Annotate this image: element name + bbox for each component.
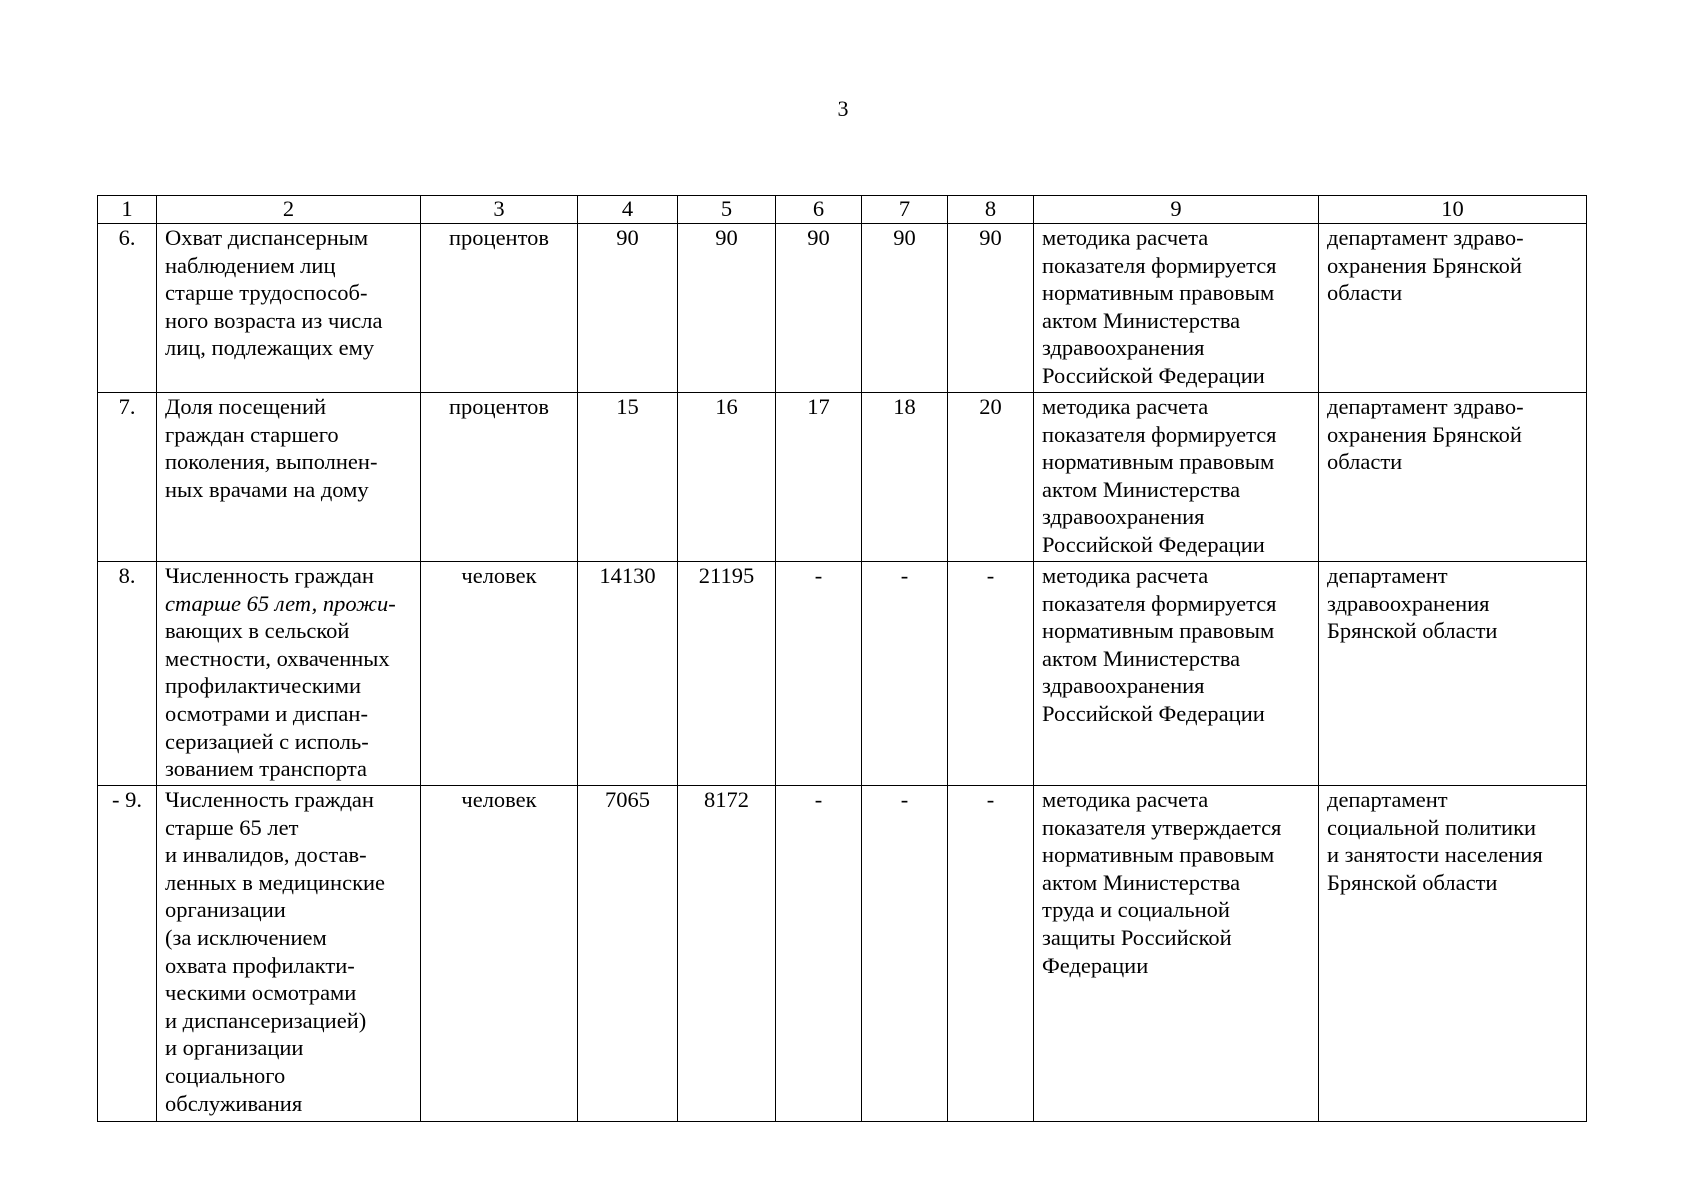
value-col-5: 90 xyxy=(678,224,776,393)
calculation-method: методика расчета показателя утверждается нормативным правовым актом Министерства труда и социальной защиты Российской Федерации xyxy=(1034,786,1319,1122)
table-row xyxy=(98,393,1587,562)
table-row xyxy=(98,224,1587,393)
column-number: 7 xyxy=(862,196,948,224)
column-number: 4 xyxy=(578,196,678,224)
value-col-7: - xyxy=(862,786,948,1122)
calculation-method: методика расчета показателя формируется нормативным правовым актом Министерства здравоохранения Российской Федерации xyxy=(1034,562,1319,786)
value-col-8: 20 xyxy=(948,393,1034,562)
indicator-name xyxy=(157,562,421,786)
indicators-table xyxy=(97,195,1587,1122)
calculation-method: методика расчета показателя формируется нормативным правовым актом Министерства здравоохранения Российской Федерации xyxy=(1034,393,1319,562)
column-number: 8 xyxy=(948,196,1034,224)
value-col-7: 18 xyxy=(862,393,948,562)
column-number-row xyxy=(98,196,1587,224)
value-col-4: 7065 xyxy=(578,786,678,1122)
unit: человек xyxy=(421,786,578,1122)
column-number: 9 xyxy=(1034,196,1319,224)
value-col-5: 16 xyxy=(678,393,776,562)
indicator-name: Охват диспансерным наблюдением лиц старше трудоспособ- ного возраста из числа лиц, подлежащих ему xyxy=(157,224,421,393)
indicator-name: Доля посещений граждан старшего поколения, выполнен- ных врачами на дому xyxy=(157,393,421,562)
value-col-6: - xyxy=(776,786,862,1122)
responsible-body: департамент социальной политики и занятости населения Брянской области xyxy=(1319,786,1587,1122)
value-col-4: 90 xyxy=(578,224,678,393)
value-col-8: - xyxy=(948,562,1034,786)
unit: человек xyxy=(421,562,578,786)
responsible-body: департамент здравоохранения Брянской области xyxy=(1319,562,1587,786)
indicator-name-part: Численность граждан xyxy=(165,563,374,588)
calculation-method: методика расчета показателя формируется нормативным правовым актом Министерства здравоохранения Российской Федерации xyxy=(1034,224,1319,393)
page-number: 3 xyxy=(837,96,849,121)
table-row xyxy=(98,562,1587,786)
responsible-body: департамент здраво- охранения Брянской области xyxy=(1319,224,1587,393)
value-col-6: 90 xyxy=(776,224,862,393)
row-number: - 9. xyxy=(98,786,157,1122)
column-number: 1 xyxy=(98,196,157,224)
column-number: 2 xyxy=(157,196,421,224)
column-number: 3 xyxy=(421,196,578,224)
indicator-name-part: вающих в сельской местности, охваченных профилактическими осмотрами и диспан- серизацией с исполь- зованием транспорта xyxy=(165,618,390,782)
unit: процентов xyxy=(421,393,578,562)
indicator-name-italic: старше 65 лет, прожи- xyxy=(165,590,396,616)
value-col-5: 8172 xyxy=(678,786,776,1122)
column-number: 6 xyxy=(776,196,862,224)
indicator-name: Численность граждан старше 65 лет и инвалидов, достав- ленных в медицинские организации (за исключением охвата профилакти- ческими осмотрами и диспансеризацией) и организации социального обслуживания xyxy=(157,786,421,1122)
value-col-5: 21195 xyxy=(678,562,776,786)
value-col-4: 15 xyxy=(578,393,678,562)
row-number: 6. xyxy=(98,224,157,393)
table-row xyxy=(98,786,1587,1122)
column-number: 5 xyxy=(678,196,776,224)
value-col-8: 90 xyxy=(948,224,1034,393)
row-number: 7. xyxy=(98,393,157,562)
unit: процентов xyxy=(421,224,578,393)
value-col-6: 17 xyxy=(776,393,862,562)
column-number: 10 xyxy=(1319,196,1587,224)
value-col-7: 90 xyxy=(862,224,948,393)
value-col-4: 14130 xyxy=(578,562,678,786)
value-col-7: - xyxy=(862,562,948,786)
responsible-body: департамент здраво- охранения Брянской области xyxy=(1319,393,1587,562)
value-col-6: - xyxy=(776,562,862,786)
value-col-8: - xyxy=(948,786,1034,1122)
row-number: 8. xyxy=(98,562,157,786)
